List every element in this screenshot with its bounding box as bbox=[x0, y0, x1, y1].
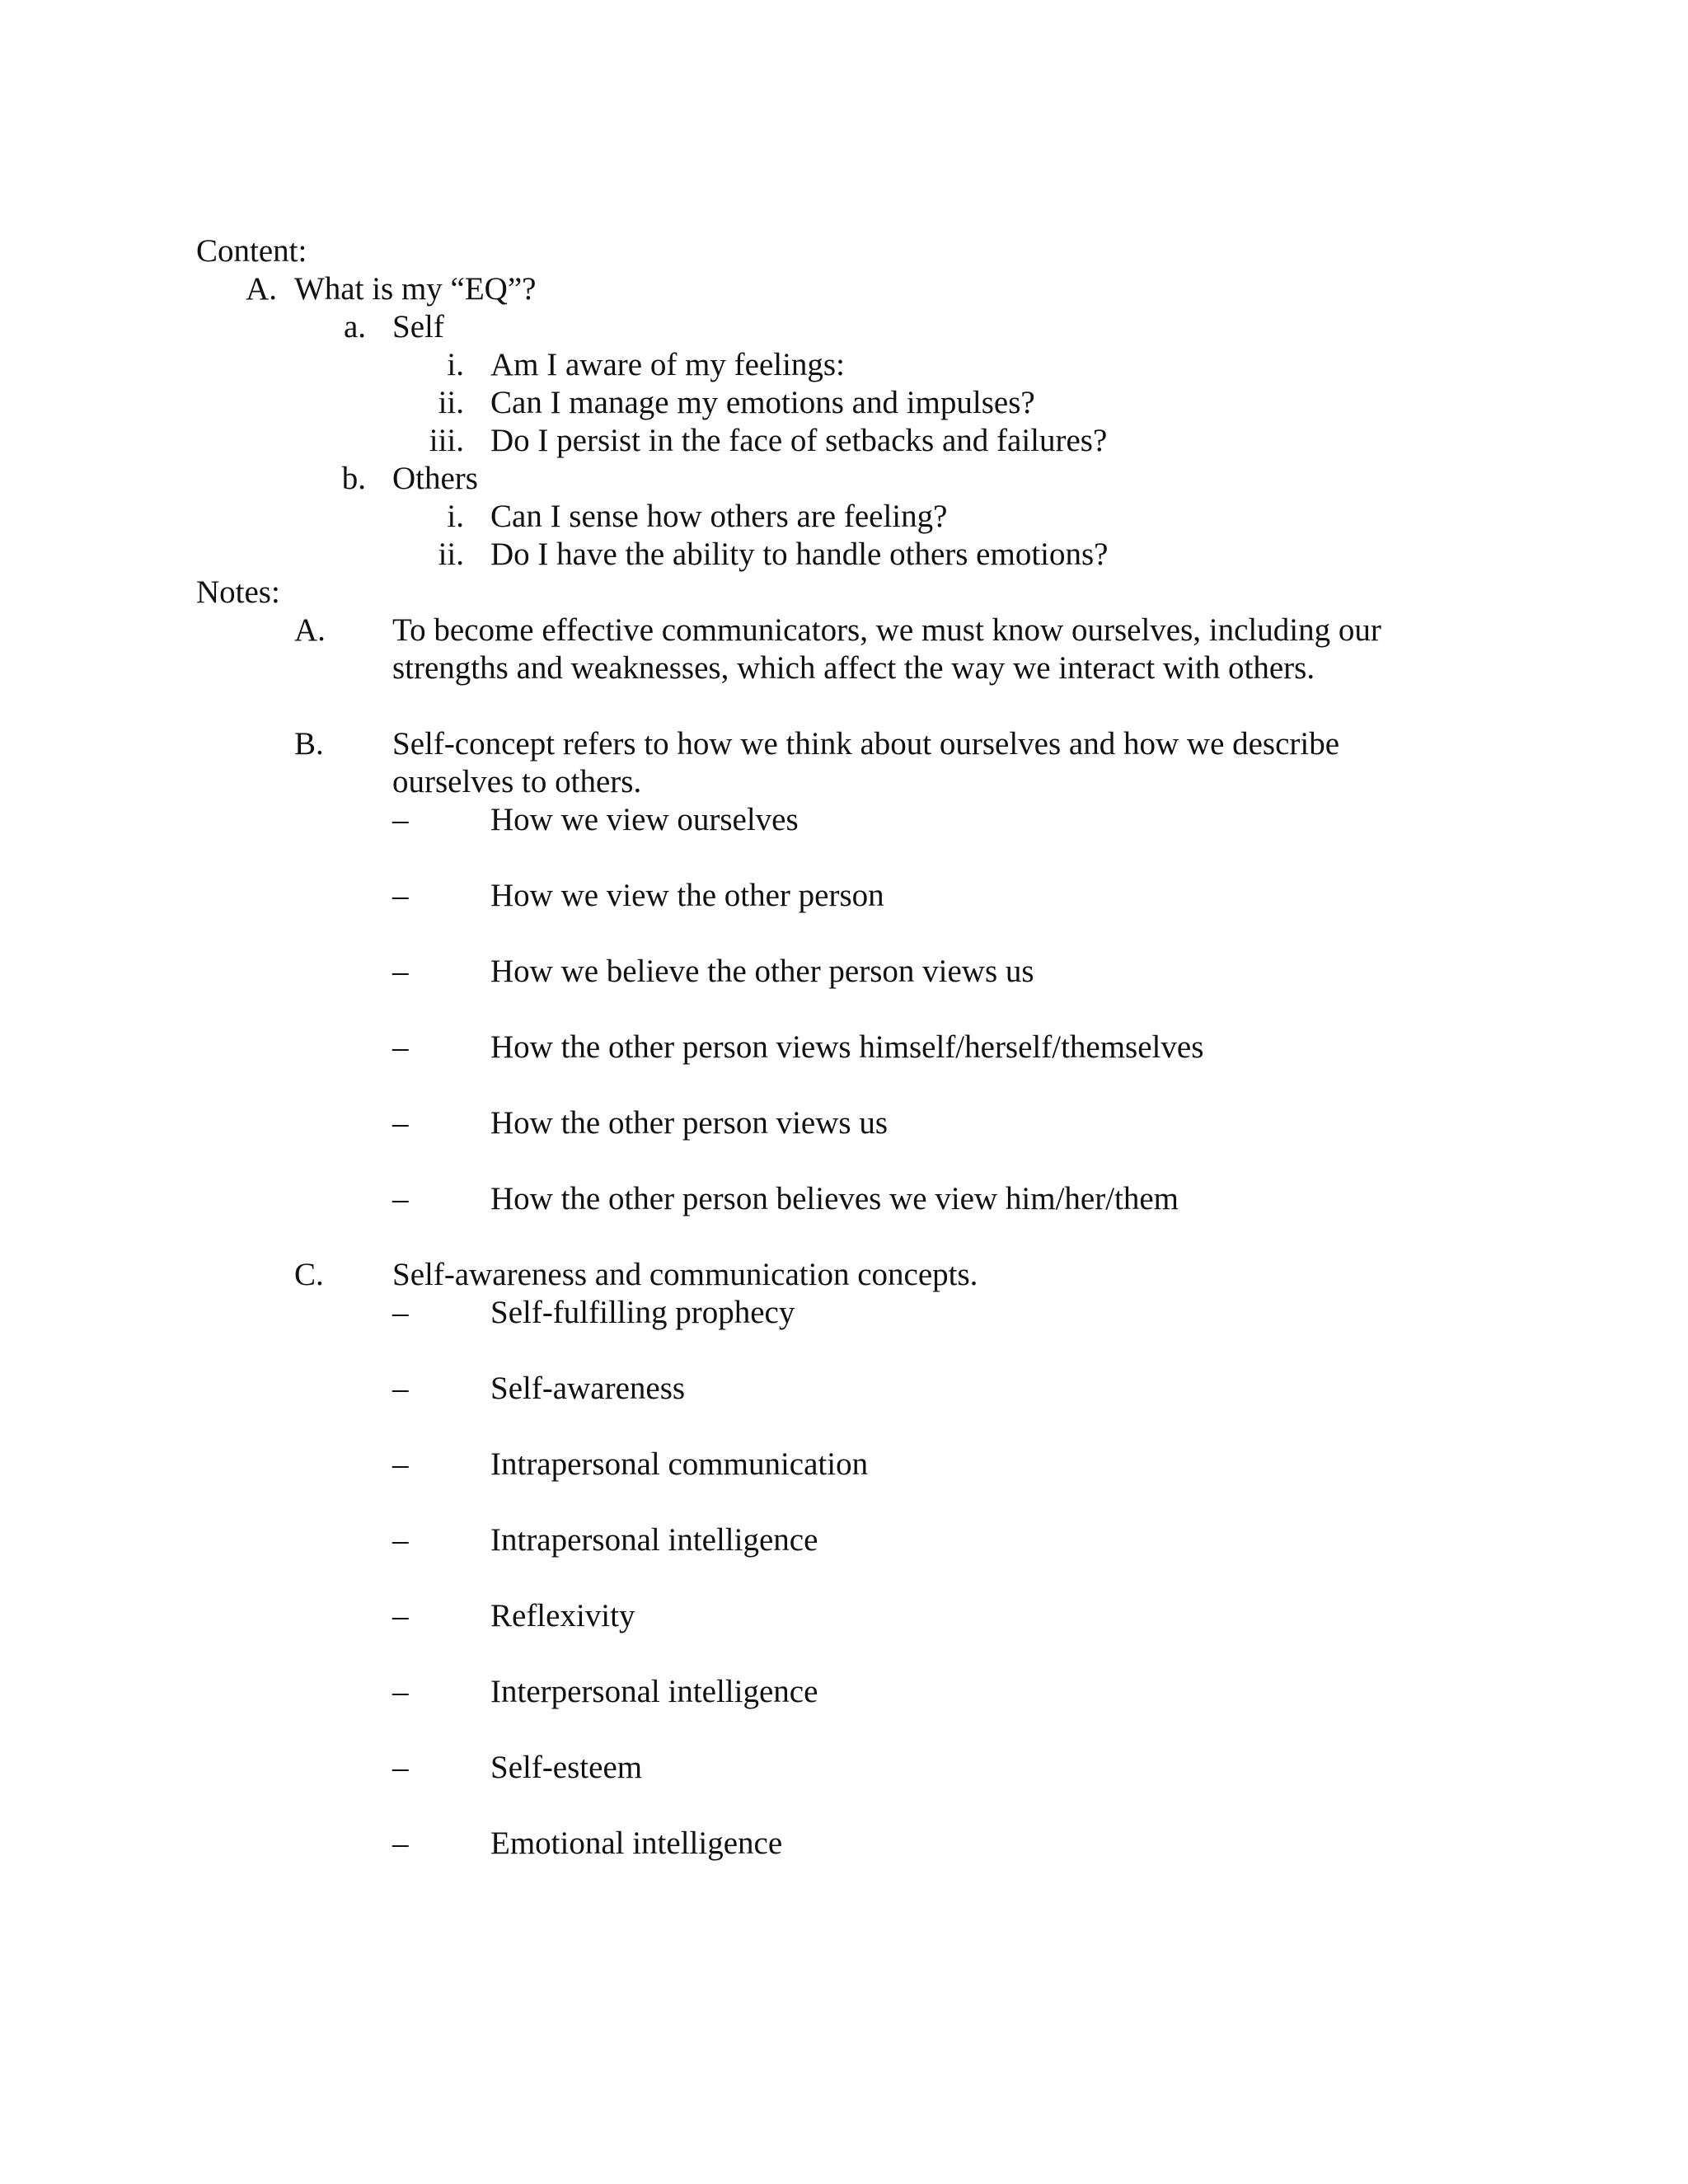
subsection-title: Self bbox=[392, 309, 444, 344]
list-item: Do I persist in the face of setbacks and failures? bbox=[490, 423, 1108, 458]
bullet-item: Self-fulfilling prophecy bbox=[490, 1295, 795, 1330]
dash-bullet: – bbox=[392, 1181, 409, 1216]
notes-section-marker: C. bbox=[294, 1257, 324, 1292]
notes-paragraph-line: Self-awareness and communication concepts. bbox=[392, 1257, 978, 1292]
bullet-item: How we view the other person bbox=[490, 878, 884, 913]
notes-paragraph-line: Self-concept refers to how we think about ourselves and how we describe bbox=[392, 726, 1340, 762]
dash-bullet: – bbox=[392, 1825, 409, 1861]
item-marker: i. bbox=[447, 347, 464, 382]
bullet-item: Self-awareness bbox=[490, 1371, 686, 1406]
list-item: Can I manage my emotions and impulses? bbox=[490, 385, 1035, 420]
notes-section-marker: B. bbox=[294, 726, 324, 762]
dash-bullet: – bbox=[392, 1750, 409, 1785]
list-item: Do I have the ability to handle others emotions? bbox=[490, 537, 1109, 572]
bullet-item: How the other person views us bbox=[490, 1105, 888, 1141]
bullet-item: Self-esteem bbox=[490, 1750, 643, 1785]
bullet-item: Interpersonal intelligence bbox=[490, 1674, 818, 1709]
dash-bullet: – bbox=[392, 1371, 409, 1406]
item-marker: ii. bbox=[438, 385, 464, 420]
bullet-item: Reflexivity bbox=[490, 1598, 635, 1633]
dash-bullet: – bbox=[392, 1522, 409, 1558]
notes-paragraph-line: strengths and weaknesses, which affect the way we interact with others. bbox=[392, 650, 1315, 686]
notes-section-marker: A. bbox=[294, 612, 326, 648]
content-section-marker: A. bbox=[246, 271, 277, 307]
notes-heading: Notes: bbox=[196, 574, 280, 610]
dash-bullet: – bbox=[392, 1105, 409, 1141]
bullet-item: How the other person believes we view him/her/them bbox=[490, 1181, 1179, 1216]
list-item: Can I sense how others are feeling? bbox=[490, 499, 948, 534]
bullet-item: How we view ourselves bbox=[490, 802, 799, 837]
dash-bullet: – bbox=[392, 1446, 409, 1482]
dash-bullet: – bbox=[392, 1029, 409, 1065]
dash-bullet: – bbox=[392, 954, 409, 989]
bullet-item: Intrapersonal communication bbox=[490, 1446, 869, 1482]
notes-paragraph-line: To become effective communicators, we must know ourselves, including our bbox=[392, 612, 1381, 648]
dash-bullet: – bbox=[392, 878, 409, 913]
dash-bullet: – bbox=[392, 1674, 409, 1709]
dash-bullet: – bbox=[392, 1598, 409, 1633]
item-marker: iii. bbox=[429, 423, 464, 458]
item-marker: ii. bbox=[438, 537, 464, 572]
subsection-marker: a. bbox=[343, 309, 366, 344]
dash-bullet: – bbox=[392, 802, 409, 837]
bullet-item: How we believe the other person views us bbox=[490, 954, 1034, 989]
dash-bullet: – bbox=[392, 1295, 409, 1330]
subsection-marker: b. bbox=[341, 461, 366, 496]
item-marker: i. bbox=[447, 499, 464, 534]
bullet-item: Intrapersonal intelligence bbox=[490, 1522, 818, 1558]
content-section-title: What is my “EQ”? bbox=[294, 271, 537, 307]
content-heading: Content: bbox=[196, 233, 307, 269]
notes-paragraph-line: ourselves to others. bbox=[392, 764, 642, 799]
list-item: Am I aware of my feelings: bbox=[490, 347, 845, 382]
bullet-item: Emotional intelligence bbox=[490, 1825, 783, 1861]
subsection-title: Others bbox=[392, 461, 478, 496]
bullet-item: How the other person views himself/herself/themselves bbox=[490, 1029, 1204, 1065]
